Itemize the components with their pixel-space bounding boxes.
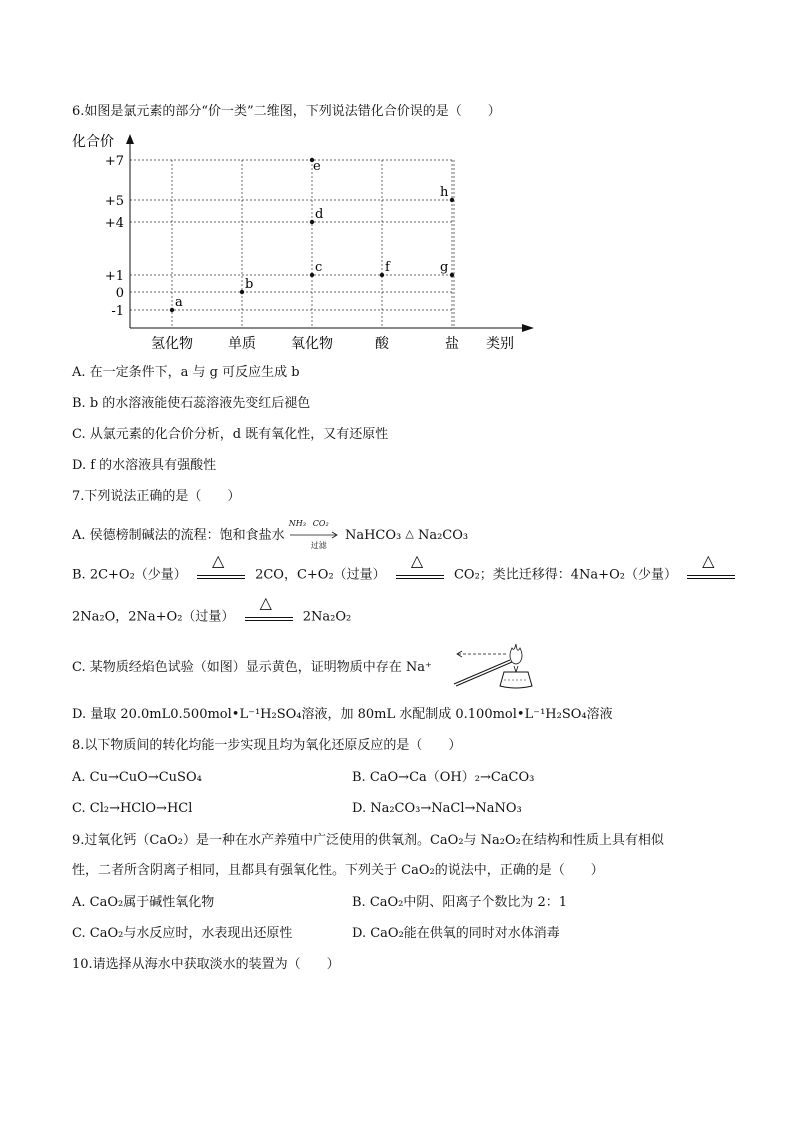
chart-ylabel: 化合价: [72, 134, 114, 150]
heat-equals-sign: [396, 551, 444, 583]
q7-a-nahco3: NaHCO₃: [344, 528, 402, 543]
q7-a-filter: 过滤: [310, 540, 327, 550]
q6-stem: 6.如图是氯元素的部分“价一类”二维图，下列说法错化合价误的是（ ）: [72, 104, 501, 119]
q9-stem-line2: 性，二者所含阴离子相同，且都具有强氧化性。下列关于 CaO₂的说法中，正确的是（ ）: [72, 863, 604, 878]
heat-equals-sign: [197, 551, 245, 583]
q8-option-c: C. Cl₂→HClO→HCl: [72, 801, 193, 816]
q9-stem-line1: 9.过氧化钙（CaO₂）是一种在水产养殖中广泛使用的供氧剂。CaO₂与 Na₂O₂在结构和性质上具有相似: [72, 833, 664, 848]
y-tick-label: +4: [104, 216, 124, 231]
q8-option-b: B. CaO→Ca（OH）₂→CaCO₃: [352, 770, 535, 785]
triangle-icon: △: [211, 551, 225, 570]
x-tick-label: 氢化物: [151, 336, 193, 352]
chart-xlabel: 类别: [486, 336, 514, 352]
data-point-g: [450, 273, 454, 277]
q8-option-d: D. Na₂CO₃→NaCl→NaNO₃: [352, 801, 522, 816]
triangle-icon: △: [702, 551, 715, 570]
q9-option-c: C. CaO₂与水反应时，水表现出还原性: [72, 926, 293, 941]
data-point-h: [450, 198, 454, 202]
q6-option-a: A. 在一定条件下，a 与 g 可反应生成 b: [72, 365, 300, 380]
data-point-a: [170, 308, 174, 312]
heat-equals-sign: [687, 551, 735, 583]
q9-option-b: B. CaO₂中阴、阳离子个数比为 2：1: [352, 895, 568, 910]
flame-test-figure: [450, 640, 536, 692]
q9-option-a: A. CaO₂属于碱性氧化物: [72, 895, 215, 910]
data-point-d: [310, 220, 314, 224]
q7-b-part4: 2Na₂O，2Na+O₂（过量）: [72, 609, 235, 625]
data-point-b: [240, 290, 244, 294]
triangle-icon: △: [259, 593, 272, 612]
data-point-f: [380, 273, 384, 277]
chart-axes: [126, 134, 534, 332]
q7-stem: 7.下列说法正确的是（ ）: [72, 489, 241, 504]
q7-b-part1: B. 2C+O₂（少量）: [72, 567, 187, 583]
y-tick-label: +1: [104, 269, 124, 284]
q6-option-b: B. b 的水溶液能使石蕊溶液先变红后褪色: [72, 396, 311, 411]
q7-option-c: C. 某物质经焰色试验（如图）显示黄色，证明物质中存在 Na⁺: [72, 660, 432, 675]
q10-stem: 10.请选择从海水中获取淡水的装置为（ ）: [72, 957, 340, 972]
data-point-c: [310, 273, 314, 277]
chart-yticks: [105, 154, 124, 319]
q9-option-d: D. CaO₂能在供氧的同时对水体消毒: [352, 926, 560, 941]
q7-a-co2: CO₂: [312, 518, 329, 528]
data-label-e: e: [313, 159, 321, 174]
chart-xticks: [151, 335, 459, 352]
data-label-b: b: [245, 277, 254, 292]
q7-b-part5: 2Na₂O₂: [302, 609, 352, 625]
q6-option-d: D. f 的水溶液具有强酸性: [72, 458, 217, 473]
x-tick-label: 单质: [228, 336, 256, 352]
q8-stem: 8.以下物质间的转化均能一步实现且均为氧化还原反应的是（ ）: [72, 738, 462, 753]
data-label-d: d: [315, 207, 324, 222]
y-tick-label: +5: [104, 194, 124, 209]
x-tick-label: 氧化物: [291, 336, 333, 352]
x-tick-label: 盐: [445, 336, 459, 352]
q7-b-part2: 2CO，C+O₂（过量）: [255, 567, 386, 583]
q7-a-heat: △: [405, 527, 414, 540]
data-label-g: g: [440, 260, 449, 275]
q7-a-nh3: NH₃: [288, 518, 306, 528]
q7-a-na2co3: Na₂CO₃: [417, 528, 469, 543]
x-tick-label: 酸: [375, 336, 389, 352]
heat-equals-sign: [245, 593, 293, 625]
q7-a-arrow: [288, 518, 341, 550]
q6-chart: [70, 126, 550, 356]
q7-b-part3: CO₂；类比迁移得：4Na+O₂（少量）: [453, 567, 677, 583]
q6-option-c: C. 从氯元素的化合价分析，d 既有氧化性，又有还原性: [72, 427, 389, 442]
data-label-h: h: [440, 185, 449, 200]
x-axis-arrow: [522, 324, 534, 332]
data-label-a: a: [175, 295, 183, 310]
q7-option-b-line1: [72, 551, 741, 584]
y-axis-arrow: [126, 134, 134, 144]
y-tick-label: +7: [104, 154, 124, 169]
q7-a-prefix: A. 侯德榜制碱法的流程：饱和食盐水: [72, 528, 285, 543]
data-label-c: c: [315, 260, 323, 275]
q8-option-a: A. Cu→CuO→CuSO₄: [72, 770, 202, 785]
q7-option-a: [72, 518, 469, 550]
q7-option-d: D. 量取 20.0mL0.500mol•L⁻¹H₂SO₄溶液，加 80mL 水配制成 0.100mol•L⁻¹H₂SO₄溶液: [72, 707, 613, 722]
y-tick-label: -1: [111, 304, 124, 319]
q7-option-b-line2: [72, 593, 352, 626]
data-label-f: f: [385, 260, 390, 275]
y-tick-label: 0: [115, 286, 124, 301]
triangle-icon: △: [410, 551, 424, 570]
